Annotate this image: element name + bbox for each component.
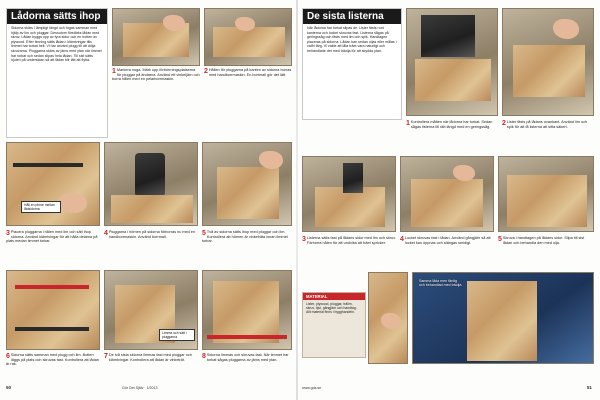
left-intro-text: Sidorna skärs i lämpligt längd och fogas samman med hjälp av lim och pluggar. Dessutom förstärks lådan med skruv. Lådan byggs upp av fyra sidor och en botten av plywood. Efter limning sätts lådan i klämtvingar tills limmet har torkat helt. Vi har använt plugg till att dölja skruvarna. Pluggarna skärs av jäms med ytan när limmet har torkat och sedan slipas hela lådan. Till sist sätts hjulen på undersidan så att lådan blir lätt att flytta. [11,26,102,63]
right-heading: De sista listerna [303,9,401,24]
left-caption-1: 1 Markera noga. Märk upp förborrningsplatserna för pluggar på ändarna. Använd ett vinkeljärn och borra hålen med en pelarborrmaskin. [112,68,200,82]
left-caption-6: 6 Sidorna sätts samman med plugg och lim. Botten läggs på plats och skruvas fast. Kontrollera att lådan är rak. [6,353,99,367]
left-caption-8: 8 Sidorna limmas och skruvas fast. När limmet har torkat sågas pluggarna av jäms med ytan. [202,353,289,362]
left-photo-7 [104,270,198,350]
left-caption-4: 4 Pluggarna i hörnen på sidorna förborras nu med en handborrmaskin. Använd borrmall. [104,230,196,239]
right-caption-5: 5 Skruva i handtagen på lådans sidor. Slipa till sist lådan och behandla den med olja. [498,236,585,245]
right-intro-text: När lådorna har torkat slipas de. Lister fästs runt kanterna och locket skruvas fast. Listerna sågas på geringssåg och fästs med lim och spik. Handtagen placeras på sidorna. Lådan kan sedan oljas eller målas i valfri färg. Vi valde att låta träet vara naturligt och behandlade det med träolja för att skydda ytan. [307,26,397,53]
right-photo-5 [498,156,594,232]
left-caption-2: 2 Hållen för pluggarna på kanten av sidorna borras med handborrmaskin. En borrmall gör det lätt. [204,68,292,77]
right-footer [587,385,592,390]
left-photo-3 [6,142,100,226]
left-page [6,8,292,392]
right-photo-3 [302,156,396,232]
left-footer-magazine: Gör Det Själv · 1/2013 [122,386,158,390]
materials-heading: MATERIAL [303,293,365,300]
right-photo-overlay: Samma låda men färdig och behandlad med träolja. [419,279,463,288]
right-caption-4: 4 Locket skruvas fast i lådan. Använd gångjärn så att locket kan öppnas och stängas smidigt. [400,236,491,245]
right-page-number: 51 [586,385,592,390]
left-tag-1: Håll en pinne mellan lådsidorna [21,201,61,213]
left-intro-box [6,8,108,138]
right-photo-6 [368,272,408,364]
right-intro-box [302,8,402,120]
spread-gutter [296,0,298,400]
right-caption-1: 1 Kontrollera måtten när lådorna har torkat. Sedan sågas listerna till rätt längd med en geringssåg. [406,120,493,129]
left-page-number: 50 [6,385,12,390]
right-photo-1 [406,8,498,116]
left-footer [6,385,11,390]
right-photo-4 [400,156,494,232]
left-caption-5: 5 Två av sidorna sätts ihop med pluggar och lim. Kontrollera att hörnen är vinkelräta innan limmet torkar. [202,230,288,244]
left-photo-5 [202,142,292,226]
right-photo-2 [502,8,594,116]
right-photo-main [412,272,594,364]
left-photo-6 [6,270,100,350]
left-photo-2 [204,8,292,66]
materials-box [302,292,366,358]
left-caption-7: 7 De två sista sidorna limmas fast med pluggar och klämtvingar. Kontrollera att lådan är vinkelrät. [104,353,192,362]
left-caption-3: 3 Placera pluggarna i hålen med lim och sätt ihop sidorna. Använd klämtvingar för att hålla delarna på plats medan limmet torkar. [6,230,98,244]
left-photo-4 [104,142,198,226]
left-heading: Lådorna sätts ihop [7,9,107,24]
right-caption-2: 2 Lister fästs på lådans ovankant. Använd lim och spik för att få listerna att sitta säkert. [502,120,588,129]
left-photo-1 [112,8,200,66]
right-caption-3: 3 Listerna sätts fast på lådans sidor med lim och skruv. Förborra hålen för att undvika att träet spricker. [302,236,396,245]
left-tag-2: Limma och sätt i pluggarna [159,329,195,341]
right-footer-magazine: www.gds.se [302,386,322,390]
right-page [302,8,594,392]
materials-text: Lister, plywood, pluggar, trälim, skruv, hjul, gångjärn och handtag. Allt material finns i bygghandeln. [306,302,357,315]
left-photo-8 [202,270,292,350]
